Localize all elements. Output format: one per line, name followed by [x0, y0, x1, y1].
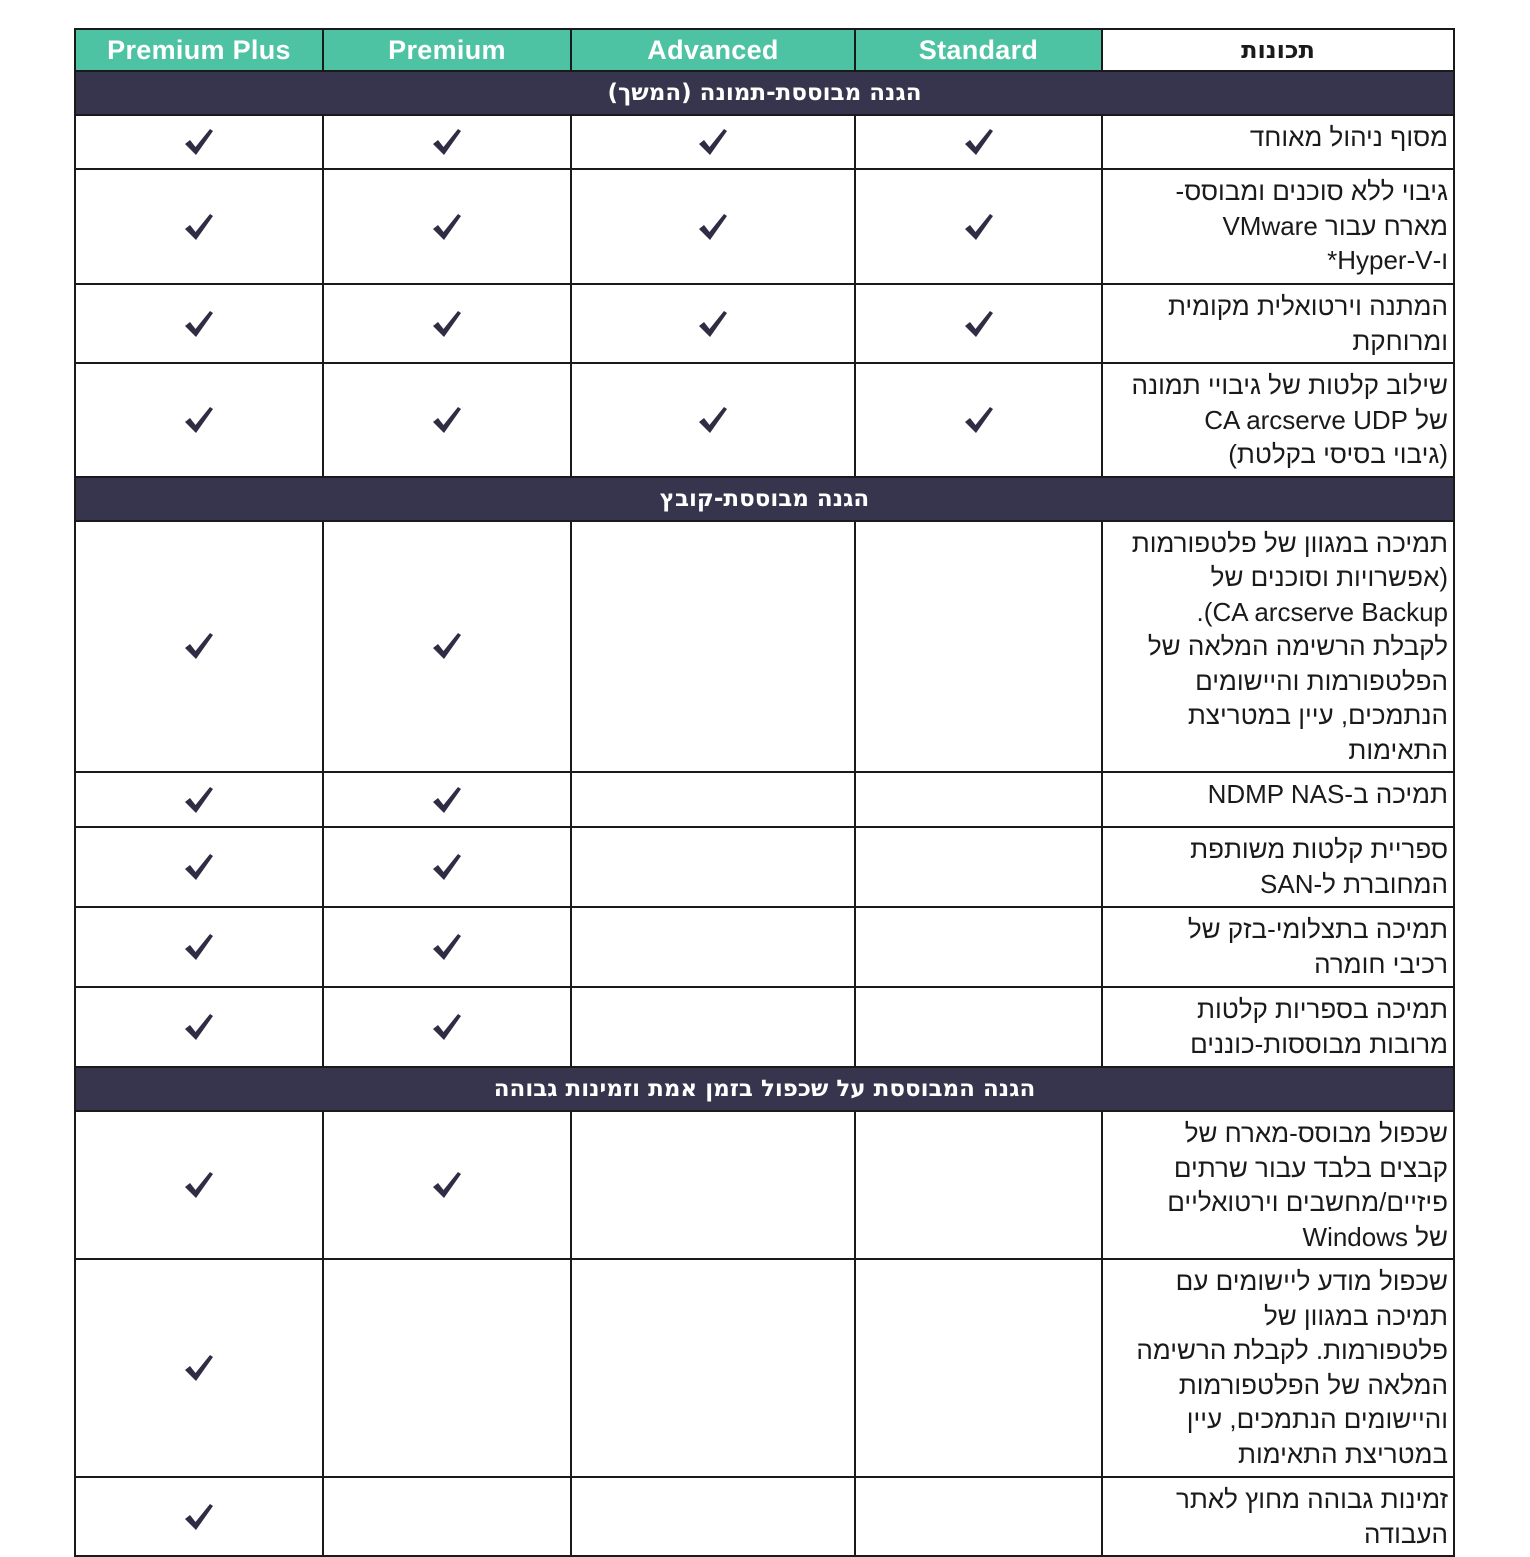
table-row [75, 115, 1454, 169]
check-icon [183, 790, 215, 807]
check-icon [183, 938, 215, 955]
cell-advanced [571, 521, 855, 773]
check-icon [431, 858, 463, 875]
table-row [75, 907, 1454, 987]
section-row [75, 1067, 1454, 1111]
cell-premium [323, 284, 571, 363]
column-header-features: תכונות [1102, 29, 1454, 71]
check-icon [431, 314, 463, 331]
feature-label: גיבוי ללא סוכנים ומבוסס- מארח עבור VMware ו-Hyper-V* [1102, 169, 1454, 284]
cell-standard [855, 1111, 1102, 1259]
check-icon [183, 133, 215, 150]
cell-premium-plus [75, 1111, 323, 1259]
cell-premium-plus [75, 772, 323, 827]
feature-label: שילוב קלטות של גיבויי תמונה של CA arcserve UDP (גיבוי בסיסי בקלטת) [1102, 363, 1454, 477]
cell-premium [323, 115, 571, 169]
check-icon [963, 133, 995, 150]
cell-premium [323, 521, 571, 773]
cell-standard [855, 115, 1102, 169]
table-row [75, 169, 1454, 284]
table-row [75, 827, 1454, 907]
column-header-standard: Standard [855, 29, 1102, 71]
feature-label: זמינות גבוהה מחוץ לאתר העבודה [1102, 1477, 1454, 1556]
cell-premium-plus [75, 284, 323, 363]
section-title: הגנה מבוססת-תמונה (המשך) [75, 71, 1454, 115]
check-icon [431, 637, 463, 654]
cell-premium [323, 1259, 571, 1477]
cell-standard [855, 1259, 1102, 1477]
check-icon [963, 217, 995, 234]
cell-premium-plus [75, 1477, 323, 1556]
table-row [75, 1477, 1454, 1556]
cell-advanced [571, 1259, 855, 1477]
cell-premium [323, 907, 571, 987]
check-icon [963, 410, 995, 427]
cell-advanced [571, 772, 855, 827]
section-row [75, 477, 1454, 521]
table-row [75, 363, 1454, 477]
check-icon [431, 1018, 463, 1035]
check-icon [431, 938, 463, 955]
feature-label: שכפול מודע ליישומים עם תמיכה במגוון של פלטפורמות. לקבלת הרשימה המלאה של הפלטפורמות והיישומים הנתמכים, עיין במטריצת התאימות [1102, 1259, 1454, 1477]
check-icon [431, 133, 463, 150]
feature-label: תמיכה במגוון של פלטפורמות (אפשרויות וסוכנים של CA arcserve Backup). לקבלת הרשימה המלאה של הפלטפורמות והיישומים הנתמכים, עיין במטריצת התאימות [1102, 521, 1454, 773]
section-row [75, 71, 1454, 115]
cell-premium-plus [75, 987, 323, 1067]
check-icon [183, 858, 215, 875]
check-icon [183, 1507, 215, 1524]
column-header-advanced: Advanced [571, 29, 855, 71]
feature-label: המתנה וירטואלית מקומית ומרוחקת [1102, 284, 1454, 363]
cell-advanced [571, 115, 855, 169]
check-icon [431, 790, 463, 807]
table-row [75, 521, 1454, 773]
cell-premium-plus [75, 907, 323, 987]
cell-premium [323, 1477, 571, 1556]
table-row [75, 987, 1454, 1067]
feature-label: תמיכה ב-NDMP NAS [1102, 772, 1454, 827]
cell-advanced [571, 1477, 855, 1556]
table-row [75, 1111, 1454, 1259]
cell-advanced [571, 987, 855, 1067]
edition-comparison-table [74, 28, 1455, 1557]
section-title: הגנה מבוססת-קובץ [75, 477, 1454, 521]
column-header-premium: Premium [323, 29, 571, 71]
cell-premium-plus [75, 169, 323, 284]
feature-label: מסוף ניהול מאוחד [1102, 115, 1454, 169]
check-icon [183, 1176, 215, 1193]
check-icon [183, 1018, 215, 1035]
cell-premium [323, 169, 571, 284]
cell-premium [323, 363, 571, 477]
table-row [75, 284, 1454, 363]
column-header-premium-plus: Premium Plus [75, 29, 323, 71]
cell-premium-plus [75, 827, 323, 907]
cell-advanced [571, 169, 855, 284]
cell-standard [855, 827, 1102, 907]
check-icon [963, 314, 995, 331]
cell-standard [855, 772, 1102, 827]
cell-premium-plus [75, 363, 323, 477]
check-icon [431, 217, 463, 234]
header-row [75, 29, 1454, 71]
feature-label: תמיכה בספריות קלטות מרובות מבוססות-כוננים [1102, 987, 1454, 1067]
table-row [75, 1259, 1454, 1477]
check-icon [183, 217, 215, 234]
cell-advanced [571, 284, 855, 363]
cell-premium [323, 987, 571, 1067]
check-icon [697, 217, 729, 234]
feature-label: תמיכה בתצלומי-בזק של רכיבי חומרה [1102, 907, 1454, 987]
table-body [75, 71, 1454, 1556]
cell-premium [323, 772, 571, 827]
section-title: הגנה המבוססת על שכפול בזמן אמת וזמינות גבוהה [75, 1067, 1454, 1111]
check-icon [183, 1359, 215, 1376]
cell-standard [855, 169, 1102, 284]
table-row [75, 772, 1454, 827]
cell-premium [323, 827, 571, 907]
cell-standard [855, 987, 1102, 1067]
cell-standard [855, 1477, 1102, 1556]
cell-advanced [571, 907, 855, 987]
cell-premium-plus [75, 1259, 323, 1477]
cell-premium [323, 1111, 571, 1259]
cell-standard [855, 521, 1102, 773]
feature-label: ספריית קלטות משותפת המחוברת ל-SAN [1102, 827, 1454, 907]
cell-premium-plus [75, 115, 323, 169]
check-icon [697, 410, 729, 427]
cell-advanced [571, 827, 855, 907]
check-icon [697, 314, 729, 331]
cell-advanced [571, 363, 855, 477]
cell-advanced [571, 1111, 855, 1259]
check-icon [431, 1176, 463, 1193]
check-icon [183, 637, 215, 654]
cell-premium-plus [75, 521, 323, 773]
cell-standard [855, 363, 1102, 477]
feature-label: שכפול מבוסס-מארח של קבצים בלבד עבור שרתים פיזיים/מחשבים וירטואליים של Windows [1102, 1111, 1454, 1259]
check-icon [697, 133, 729, 150]
check-icon [183, 314, 215, 331]
check-icon [183, 410, 215, 427]
cell-standard [855, 907, 1102, 987]
cell-standard [855, 284, 1102, 363]
check-icon [431, 410, 463, 427]
